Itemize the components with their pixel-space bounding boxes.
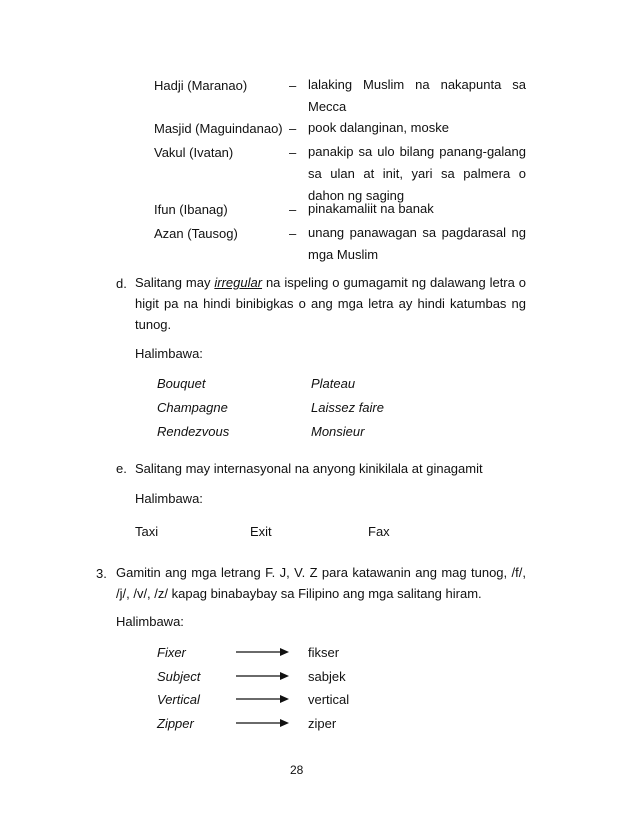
glossary-definition: lalaking Muslim na nakapunta sa Mecca — [308, 77, 526, 114]
glossary-term: Vakul (Ivatan) — [154, 145, 234, 160]
item-e-marker: e. — [116, 461, 127, 476]
glossary-definition: pook dalanginan, moske — [308, 120, 449, 135]
irregular-term: irregular — [214, 275, 263, 290]
right-arrow-icon — [236, 647, 289, 657]
example-word: Bouquet — [157, 376, 206, 391]
example-label: Halimbawa: — [116, 614, 184, 629]
glossary-term: Masjid (Maguindanao) — [154, 121, 283, 136]
glossary-term: Ifun (Ibanag) — [154, 202, 228, 217]
glossary-dash: – — [289, 121, 297, 136]
loanword-original: Fixer — [157, 645, 186, 660]
example-word: Rendezvous — [157, 424, 230, 439]
right-arrow-icon — [236, 671, 289, 681]
glossary-definition: unang panawagan sa pagdarasal ng mga Muslim — [308, 225, 526, 262]
glossary-dash: – — [289, 145, 297, 160]
item-d-marker: d. — [116, 276, 127, 291]
item-3-marker: 3. — [96, 566, 107, 581]
page-number: 28 — [290, 763, 304, 777]
loanword-filipino: ziper — [308, 716, 337, 731]
glossary-term: Azan (Tausog) — [154, 226, 238, 241]
glossary-definition: panakip sa ulo bilang panang-galang sa ulan at init, yari sa palmera o dahon ng saging — [308, 144, 526, 203]
example-label: Halimbawa: — [135, 491, 203, 506]
right-arrow-icon — [236, 718, 289, 728]
loanword-original: Subject — [157, 669, 201, 684]
item-e-text: Salitang may internasyonal na anyong kinikilala at ginagamit — [135, 461, 483, 476]
glossary-dash: – — [289, 202, 297, 217]
item-3-text: Gamitin ang mga letrang F. J, V. Z para katawanin ang mag tunog, /f/, /j/, /v/, /z/ kapag binabaybay sa Filipino ang mga salitang hiram. — [116, 565, 526, 601]
loanword-original: Zipper — [157, 716, 194, 731]
loanword-filipino: fikser — [308, 645, 340, 660]
item-d-text: Salitang may irregular na ispeling o gumagamit ng dalawang letra o higit pa na hindi binibigkas o ang mga letra ay hindi katumbas ng tunog. — [135, 275, 526, 332]
example-word: Taxi — [135, 524, 159, 539]
right-arrow-icon — [236, 694, 289, 704]
glossary-dash: – — [289, 226, 297, 241]
example-label: Halimbawa: — [135, 346, 203, 361]
example-word: Laissez faire — [311, 400, 384, 415]
glossary-term: Hadji (Maranao) — [154, 78, 248, 93]
example-word: Exit — [250, 524, 272, 539]
example-word: Champagne — [157, 400, 228, 415]
loanword-original: Vertical — [157, 692, 200, 707]
loanword-filipino: vertical — [308, 692, 350, 707]
loanword-filipino: sabjek — [308, 669, 346, 684]
glossary-dash: – — [289, 78, 297, 93]
example-word: Monsieur — [311, 424, 365, 439]
glossary-definition: pinakamaliit na banak — [308, 201, 434, 216]
example-word: Plateau — [311, 376, 356, 391]
example-word: Fax — [368, 524, 390, 539]
